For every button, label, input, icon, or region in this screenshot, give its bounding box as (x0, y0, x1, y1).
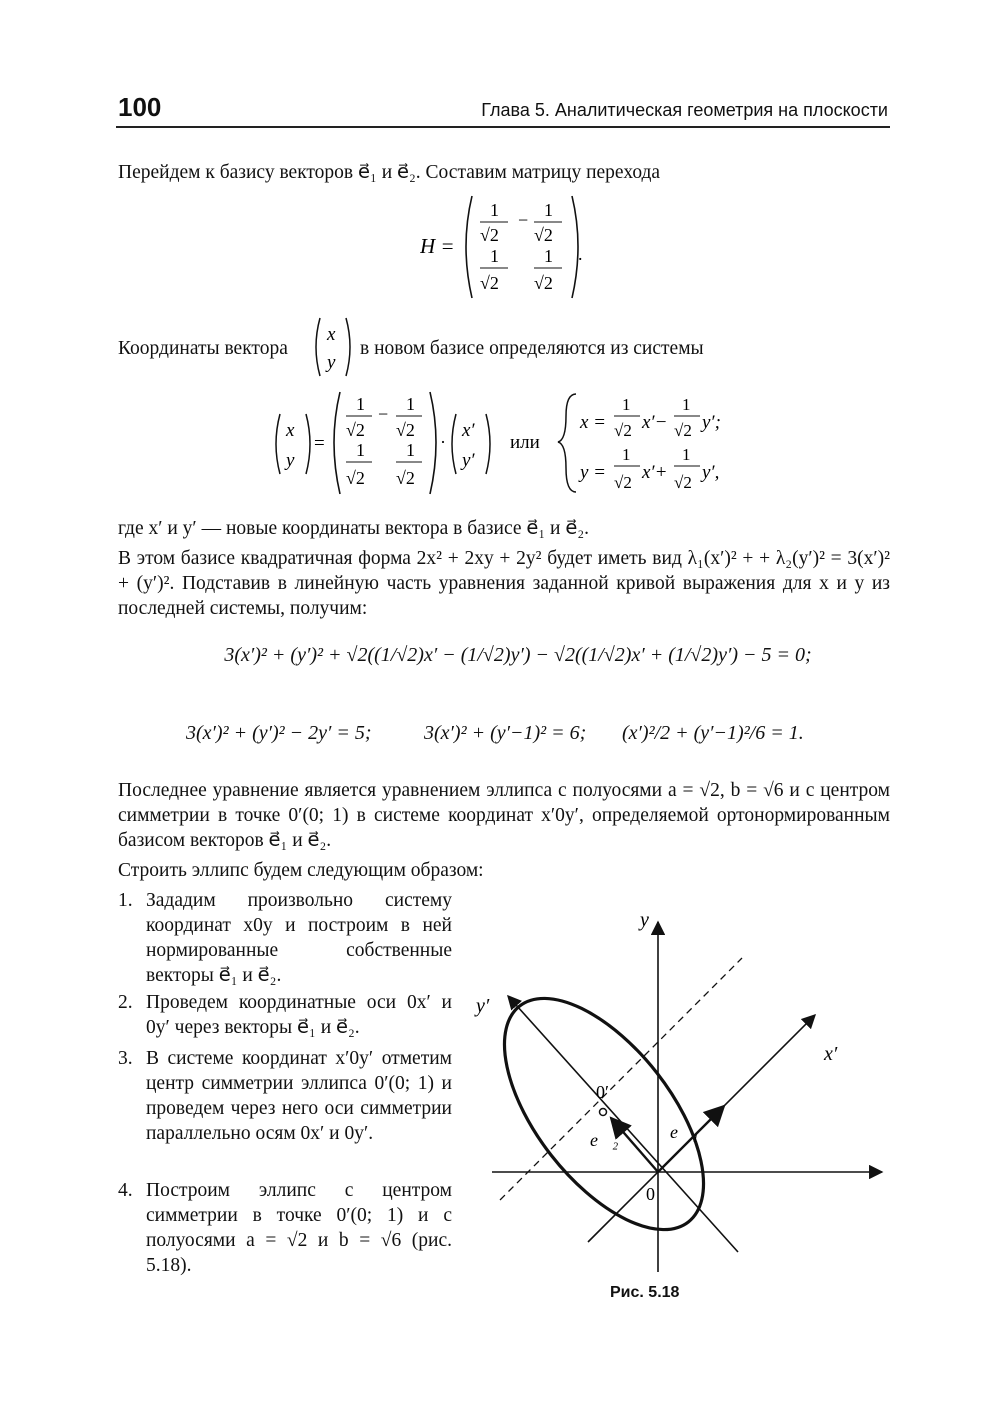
basis-paragraph: В этом базисе квадратичная форма 2x² + 2xy + 2y² будет иметь вид λ₁(x′)² + + λ₂(y′)² = 3(x′)² + (y′)². Подставив в линейную часть уравнения заданной кривой выражения для x и y из последней системы, получим: (118, 548, 890, 619)
step-1 (118, 888, 454, 988)
svg-text:1: 1 (406, 394, 415, 414)
svg-text:√2: √2 (480, 273, 499, 293)
svg-text:·: · (440, 432, 446, 452)
step-number: 4. (118, 1180, 133, 1201)
equation-2c: (x′)²/2 + (y′−1)²/6 = 1. (622, 722, 804, 744)
step-3 (118, 1046, 454, 1172)
svg-text:√2: √2 (674, 421, 692, 440)
svg-text:√2: √2 (346, 468, 365, 488)
svg-text:1: 1 (356, 394, 365, 414)
or-word: или (510, 432, 540, 453)
step-text: Проведем координатные оси 0x′ и 0y′ через векторы e⃗₁ и e⃗₂. (146, 992, 452, 1038)
center-point (600, 1109, 607, 1116)
svg-text:√2: √2 (480, 225, 499, 245)
step-number: 3. (118, 1048, 133, 1069)
svg-text:−: − (518, 210, 529, 230)
svg-text:1: 1 (490, 200, 499, 220)
svg-text:1: 1 (682, 445, 691, 464)
svg-text:√2: √2 (674, 473, 692, 492)
step-number: 1. (118, 890, 133, 911)
svg-text:x′: x′ (462, 420, 475, 441)
svg-text:1: 1 (356, 440, 365, 460)
svg-text:√2: √2 (346, 420, 365, 440)
build-intro: Строить эллипс будем следующим образом: (118, 860, 484, 881)
vector-xy (310, 314, 356, 380)
svg-text:.: . (578, 244, 583, 264)
svg-text:y =: y = (580, 462, 607, 483)
symmetry-axis-dashed (500, 958, 742, 1200)
step-4 (118, 1178, 454, 1278)
label-origin: 0 (646, 1184, 655, 1204)
label-x-prime: x′ (824, 1043, 838, 1065)
coordinate-system-formula (270, 386, 770, 502)
step-text: Зададим произвольно систему координат x0y и построим в ней нормированные собственные векторы e⃗₁ и e⃗₂. (146, 890, 452, 986)
coords-intro-a: Координаты вектора (118, 338, 288, 359)
svg-text:x: x (286, 420, 295, 441)
svg-text:x′−: x′− (642, 412, 668, 433)
label-e2: e⃗₂ (590, 1130, 619, 1150)
svg-text:1: 1 (544, 200, 553, 220)
svg-text:√2: √2 (534, 273, 553, 293)
svg-text:y: y (327, 352, 336, 373)
step-2 (118, 990, 454, 1042)
figure-caption: Рис. 5.18 (610, 1284, 680, 1301)
header-rule (116, 126, 890, 128)
where-line: где x′ и y′ — новые координаты вектора в базисе e⃗₁ и e⃗₂. (118, 518, 590, 539)
svg-text:y: y (286, 450, 295, 471)
matrix-H (420, 188, 600, 306)
step-text: В системе координат x′0y′ отметим центр симметрии эллипса 0′(0; 1) и проведем через него оси симметрии параллельно осям 0x′ и 0y′. (146, 1048, 452, 1144)
label-e1: e⃗₁ (670, 1122, 699, 1142)
svg-text:x =: x = (580, 412, 607, 433)
svg-text:=: = (314, 433, 325, 454)
svg-text:√2: √2 (614, 421, 632, 440)
svg-text:x′+: x′+ (642, 462, 668, 483)
equation-2a: 3(x′)² + (y′)² − 2y′ = 5; (186, 722, 372, 744)
ellipse-paragraph: Последнее уравнение является уравнением эллипса с полуосями a = √2, b = √6 и с центром симметрии в точке 0′(0; 1) в системе координат x′0y′, определяемой ортонормированным базисом векторов e⃗₁ и e⃗₂. (118, 780, 890, 851)
coords-intro-b: в новом базисе определяются из системы (360, 338, 704, 359)
step-number: 2. (118, 992, 133, 1013)
equation-2b: 3(x′)² + (y′−1)² = 6; (424, 722, 587, 744)
svg-text:1: 1 (682, 395, 691, 414)
svg-text:1: 1 (622, 395, 631, 414)
svg-text:√2: √2 (396, 420, 415, 440)
label-center: 0′ (596, 1082, 609, 1102)
svg-text:1: 1 (622, 445, 631, 464)
svg-text:−: − (378, 404, 389, 424)
step-text: Построим эллипс с центром симметрии в точке 0′(0; 1) и с полуосями a = √2 и b = √6 (рис. 5.18). (146, 1180, 452, 1276)
svg-text:1: 1 (490, 246, 499, 266)
svg-text:y′: y′ (462, 450, 475, 471)
matrix-H-label: H = (420, 234, 455, 258)
equation-1: 3(x′)² + (y′)² + √2((1/√2)x′ − (1/√2)y′) − √2((1/√2)x′ + (1/√2)y′) − 5 = 0; (224, 644, 812, 666)
svg-text:1: 1 (406, 440, 415, 460)
svg-text:x: x (327, 324, 336, 345)
label-y: y (640, 909, 649, 931)
intro-text: Перейдем к базису векторов e⃗₁ и e⃗₂. Составим матрицу перехода (118, 162, 661, 183)
svg-text:1: 1 (544, 246, 553, 266)
svg-text:y′;: y′; (702, 412, 721, 433)
svg-text:√2: √2 (534, 225, 553, 245)
page-number: 100 (118, 92, 162, 122)
figure-ellipse (470, 900, 890, 1280)
svg-text:√2: √2 (614, 473, 632, 492)
svg-text:√2: √2 (396, 468, 415, 488)
svg-text:y′,: y′, (702, 462, 720, 483)
label-y-prime: y′ (476, 995, 490, 1017)
chapter-title: Глава 5. Аналитическая геометрия на плоскости (481, 100, 888, 120)
